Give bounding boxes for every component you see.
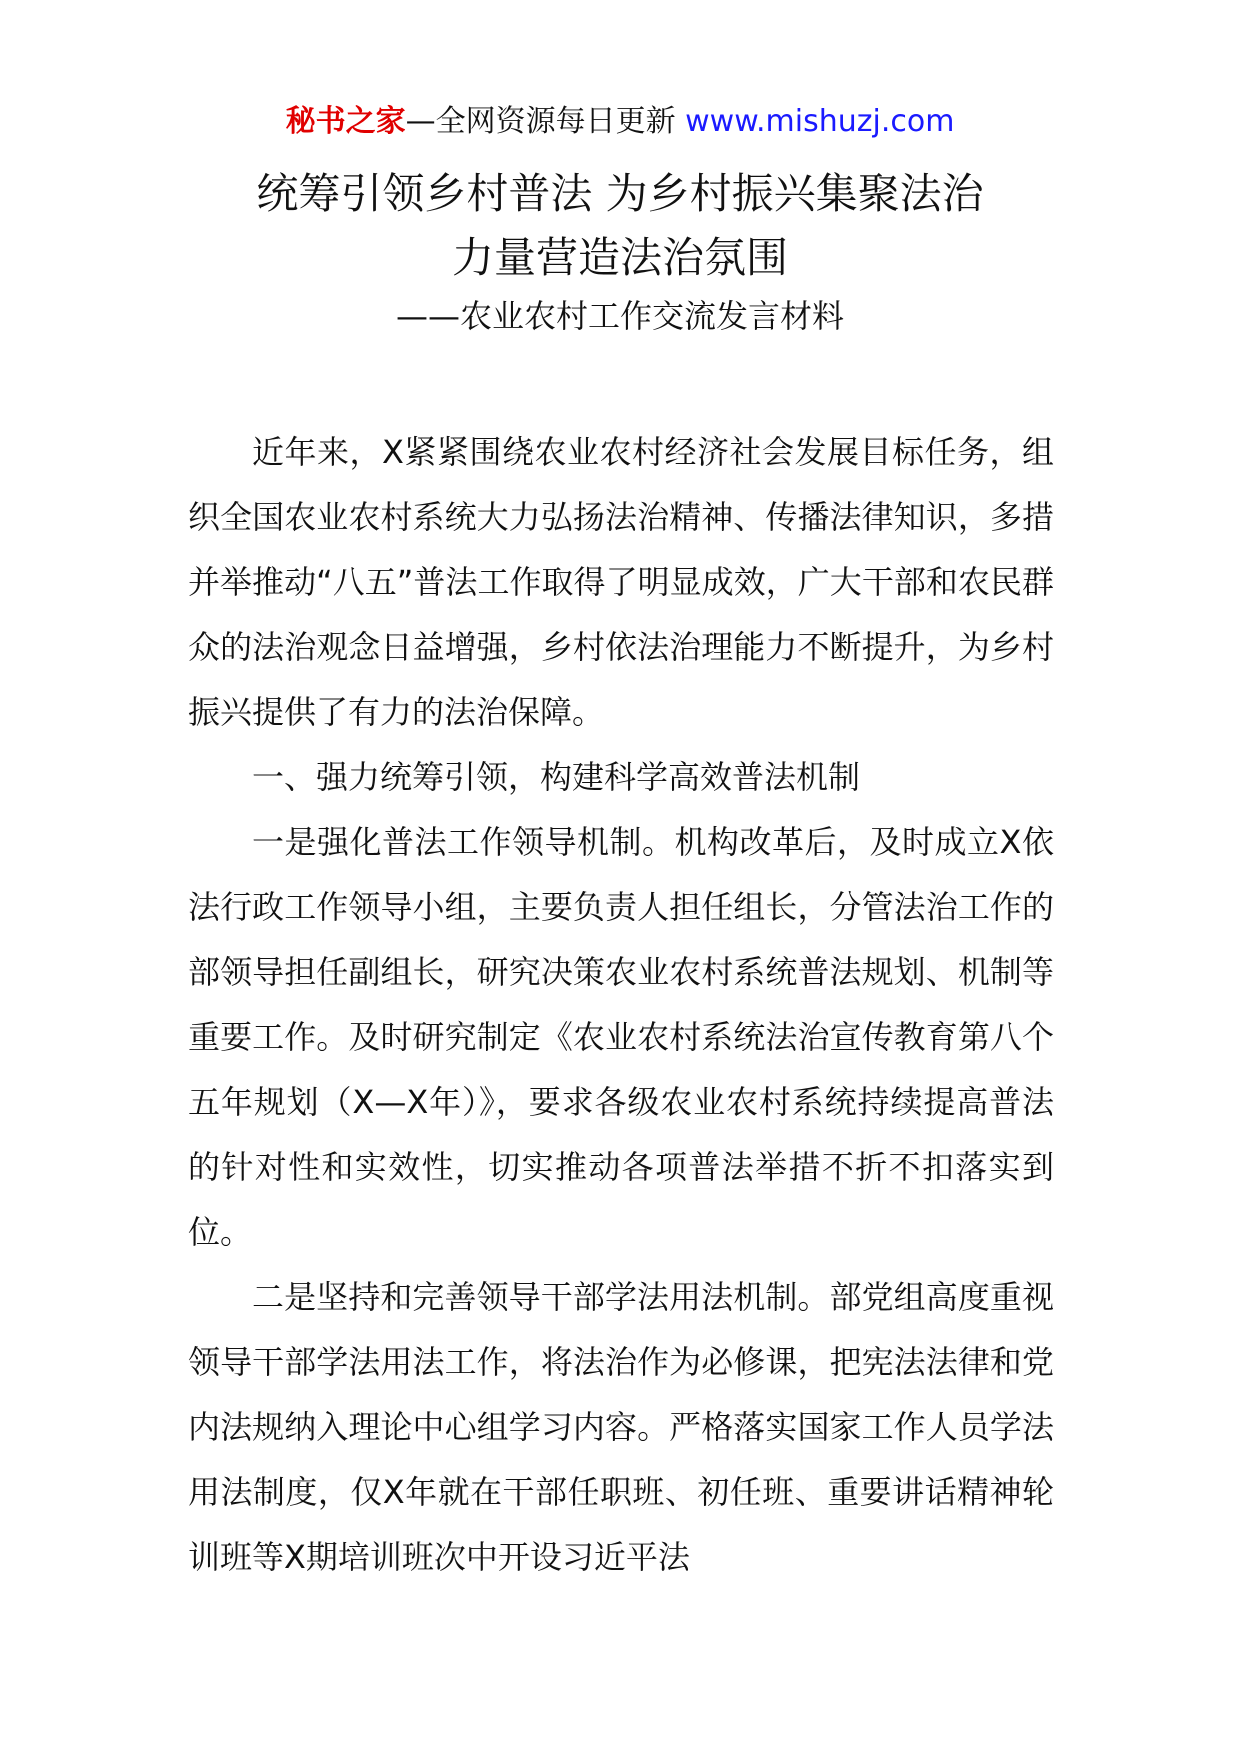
paragraph-intro: 近年来，X紧紧围绕农业农村经济社会发展目标任务，组织全国农业农村系统大力弘扬法治精神、传播法律知识，多措并举推动“八五”普法工作取得了明显成效，广大干部和农民群众的法治观念日益增强，乡村依法治理能力不断提升，为乡村振兴提供了有力的法治保障。 bbox=[188, 433, 1054, 731]
site-url-link[interactable]: www.mishuzj.com bbox=[685, 104, 955, 139]
site-header bbox=[0, 102, 1240, 142]
document-title-line-2: 力量营造法治氛围 bbox=[451, 233, 788, 282]
document-title-line-1: 统筹引领乡村普法 为乡村振兴集聚法治 bbox=[256, 169, 984, 218]
section-heading-1: 一、强力统筹引领，构建科学高效普法机制 bbox=[252, 758, 861, 796]
paragraph-point-2: 二是坚持和完善领导干部学法用法机制。部党组高度重视领导干部学法用法工作，将法治作为必修课，把宪法法律和党内法规纳入理论中心组学习内容。严格落实国家工作人员学法用法制度，仅X年就在干部任职班、初任班、重要讲话精神轮训班等X期培训班次中开设习近平法 bbox=[188, 1278, 1054, 1576]
document-body bbox=[188, 420, 1054, 1590]
site-slogan: —全网资源每日更新 bbox=[405, 104, 686, 139]
site-name: 秘书之家 bbox=[285, 104, 406, 139]
paragraph-point-1: 一是强化普法工作领导机制。机构改革后，及时成立X依法行政工作领导小组，主要负责人担任组长，分管法治工作的部领导担任副组长，研究决策农业农村系统普法规划、机制等重要工作。及时研究制定《农业农村系统法治宣传教育第八个五年规划（X—X年）》，要求各级农业农村系统持续提高普法的针对性和实效性，切实推动各项普法举措不折不扣落实到位。 bbox=[188, 823, 1054, 1251]
document-title bbox=[120, 162, 1120, 290]
document-subtitle: ——农业农村工作交流发言材料 bbox=[395, 297, 844, 335]
